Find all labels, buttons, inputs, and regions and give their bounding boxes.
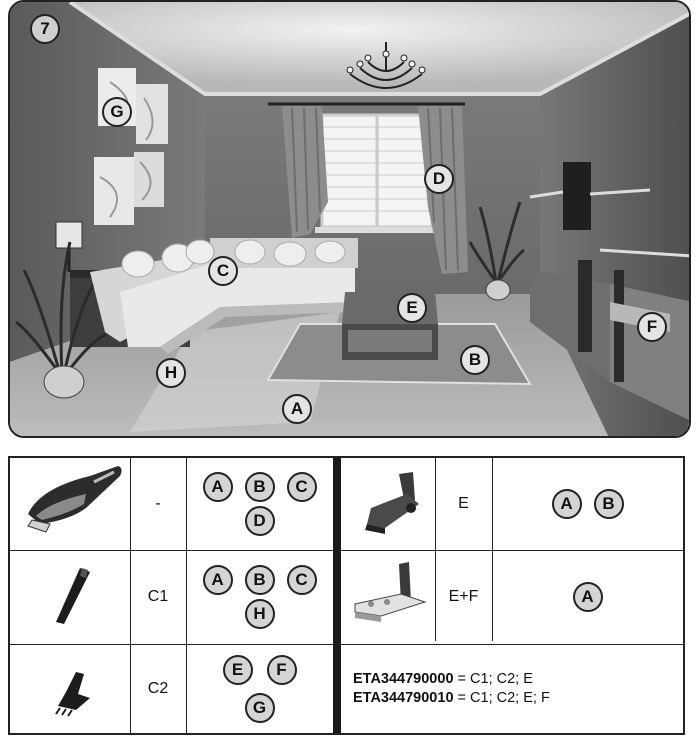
table-row-crevice-picture — [10, 550, 130, 644]
area-badge: B — [245, 472, 275, 502]
zone-label-c: C — [208, 256, 238, 286]
zone-label-b: B — [460, 345, 490, 375]
zone-label-e: E — [397, 293, 427, 323]
zone-label-d: D — [424, 164, 454, 194]
area-badge: B — [245, 565, 275, 595]
accessory-code-row-1: - — [155, 495, 161, 512]
zone-label-h: H — [156, 358, 186, 388]
zone-label-f: F — [637, 312, 667, 342]
step-number-badge: 7 — [30, 14, 60, 44]
model-accessories: = C1; C2; E; F — [453, 689, 550, 706]
areas-row-2 — [186, 550, 333, 644]
handheld-unit-icon — [10, 458, 130, 550]
accessory-usage-table — [8, 456, 685, 735]
crevice-tool-icon — [10, 550, 130, 644]
table-row-floor-nozzle-picture — [341, 550, 435, 644]
area-badge: F — [267, 655, 297, 685]
room-illustration — [8, 0, 691, 438]
areas-row-4 — [492, 458, 683, 550]
area-badge: B — [594, 489, 624, 519]
area-badge: A — [573, 582, 603, 612]
accessory-code-row-5: E+F — [448, 588, 479, 605]
area-badge: E — [223, 655, 253, 685]
table-divider — [333, 458, 341, 733]
areas-row-1 — [186, 458, 333, 550]
area-badge: H — [245, 599, 275, 629]
area-badge: C — [287, 472, 317, 502]
model-number: ETA344790010 — [353, 689, 454, 706]
model-accessories: = C1; C2; E — [453, 670, 533, 687]
zone-label-g: G — [102, 97, 132, 127]
room-drawing — [10, 2, 691, 438]
area-badge: A — [203, 472, 233, 502]
area-badge: G — [245, 693, 275, 723]
areas-row-5 — [492, 550, 683, 644]
areas-row-3 — [186, 644, 333, 733]
motorized-brush-icon — [341, 458, 435, 550]
accessory-code-row-4: E — [458, 495, 469, 512]
accessory-code-row-3: C2 — [147, 679, 169, 697]
area-badge: A — [552, 489, 582, 519]
table-row-brush-picture — [10, 644, 130, 733]
model-number: ETA344790000 — [353, 670, 454, 687]
model-configurations — [341, 644, 683, 733]
floor-nozzle-icon — [341, 550, 435, 644]
accessory-code-row-2: C1 — [147, 588, 169, 605]
area-badge: C — [287, 565, 317, 595]
table-row-handheld-picture — [10, 458, 130, 550]
brush-nozzle-icon — [10, 644, 130, 733]
zone-label-a: A — [282, 394, 312, 424]
model-line — [353, 670, 683, 689]
model-line — [353, 689, 683, 708]
area-badge: A — [203, 565, 233, 595]
table-row-motorized-brush-picture — [341, 458, 435, 550]
area-badge: D — [245, 506, 275, 536]
